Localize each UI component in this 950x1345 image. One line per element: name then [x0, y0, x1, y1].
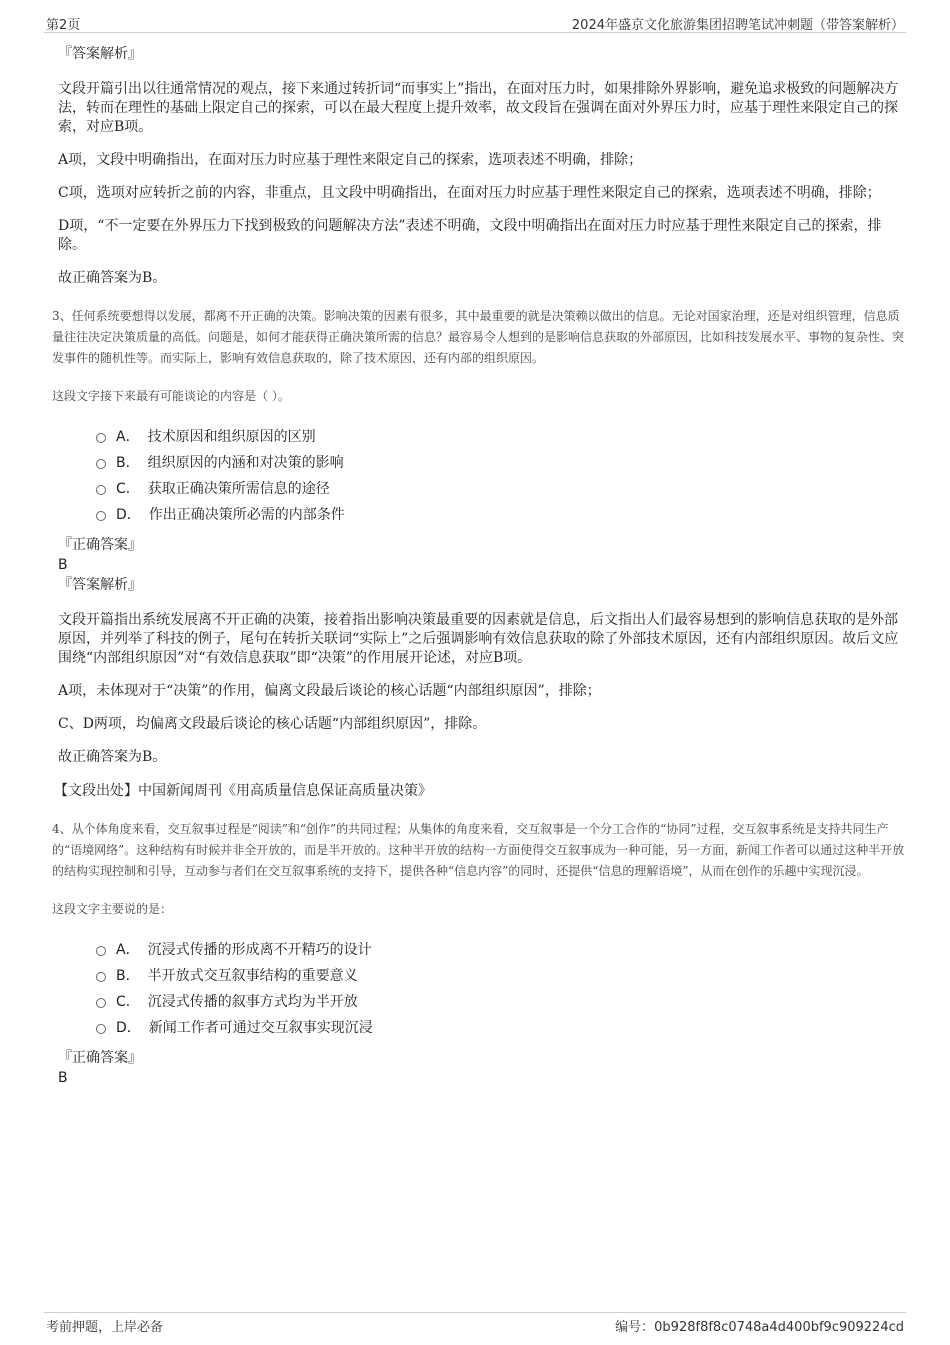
question-3-options: [96, 423, 906, 527]
option-a[interactable]: A． 沉浸式传播的形成离不开精巧的设计: [96, 936, 906, 962]
radio-icon[interactable]: [96, 485, 106, 495]
question-4-text: 4、从个体角度来看，交互叙事过程是“阅读”和“创作”的共同过程；从集体的角度来看，交互叙事是一个分工合作的“协同”过程，交互叙事系统是支持共同生产的“语境网络”。这种结构有时候并非全开放的，而是半开放的。这种半开放的结构一方面使得交互叙事成为一种可能，另一方面，新闻工作者可以通过这种半开放的结构实现控制和引导，互动参与者们在交互叙事系统的支持下，提供各种“信息内容”的同时，还提供“信息的理解语境”，从而在创作的乐趣中实现沉浸。: [52, 822, 905, 878]
radio-icon[interactable]: [96, 1024, 106, 1034]
option-a[interactable]: A． 技术原因和组织原因的区别: [96, 423, 906, 449]
radio-icon[interactable]: [96, 511, 106, 521]
option-b[interactable]: B． 组织原因的内涵和对决策的影响: [96, 449, 906, 475]
analysis-paragraph: 文段开篇引出以往通常情况的观点，接下来通过转折词“而事实上”指出，在面对压力时，如果排除外界影响，避免追求极致的问题解决方法，转而在理性的基础上限定自己的探索，可以在最大程度上提升效率，故文段旨在强调在面对外界压力时，应基于理性来限定自己的探索，对应B项。: [58, 81, 899, 135]
answer-statement: 故正确答案为B。: [58, 270, 167, 286]
correct-answer-label: 『正确答案』: [58, 537, 142, 553]
option-d[interactable]: D． 作出正确决策所必需的内部条件: [96, 501, 906, 527]
analysis-paragraph: C项，选项对应转折之前的内容，非重点，且文段中明确指出，在面对压力时应基于理性来限定自己的探索，选项表述不明确，排除；: [58, 185, 881, 201]
document-title: 2024年盛京文化旅游集团招聘笔试冲刺题（带答案解析）: [571, 18, 904, 33]
option-c[interactable]: C． 获取正确决策所需信息的途径: [96, 475, 906, 501]
radio-icon[interactable]: [96, 459, 106, 469]
page-number: 第2页: [46, 18, 81, 33]
passage-source: 【文段出处】中国新闻周刊《用高质量信息保证高质量决策》: [54, 783, 432, 799]
radio-icon[interactable]: [96, 998, 106, 1008]
footer-slogan: 考前押题，上岸必备: [46, 1320, 164, 1335]
analysis-label: 『答案解析』: [58, 46, 142, 62]
analysis-paragraph: A项，未体现对于“决策”的作用，偏离文段最后谈论的核心话题“内部组织原因”，排除；: [58, 683, 601, 699]
page-header: [44, 12, 906, 33]
question-3-text: 3、任何系统要想得以发展，都离不开正确的决策。影响决策的因素有很多，其中最重要的就是决策赖以做出的信息。无论对国家治理，还是对组织管理，信息质量往往决定决策质量的高低。问题是，如何才能获得正确决策所需的信息？最容易令人想到的是影响信息获取的外部原因，比如科技发展水平、事物的复杂性、突发事件的随机性等。而实际上，影响有效信息获取的，除了技术原因，还有内部的组织原因。: [52, 309, 905, 365]
document-code: 编号：0b928f8f8c0748a4d400bf9c909224cd: [615, 1320, 904, 1335]
radio-icon[interactable]: [96, 946, 106, 956]
option-d[interactable]: D． 新闻工作者可通过交互叙事实现沉浸: [96, 1014, 906, 1040]
radio-icon[interactable]: [96, 433, 106, 443]
analysis-paragraph: D项，“不一定要在外界压力下找到极致的问题解决方法”表述不明确，文段中明确指出在面对压力时应基于理性来限定自己的探索，排除。: [58, 218, 882, 253]
analysis-paragraph: 文段开篇指出系统发展离不开正确的决策，接着指出影响决策最重要的因素就是信息，后文指出人们最容易想到的影响信息获取的是外部原因，并列举了科技的例子，尾句在转折关联词“实际上”之后强调影响有效信息获取的除了外部技术原因，还有内部组织原因。故后文应围绕“内部组织原因”对“有效信息获取”即“决策”的作用展开论述，对应B项。: [58, 612, 899, 666]
question-4-prompt: 这段文字主要说的是：: [52, 902, 173, 916]
correct-answer-label: 『正确答案』: [58, 1050, 142, 1066]
question-4-options: [96, 936, 906, 1040]
answer-statement: 故正确答案为B。: [58, 749, 167, 765]
option-c[interactable]: C． 沉浸式传播的叙事方式均为半开放: [96, 988, 906, 1014]
analysis-paragraph: C、D两项，均偏离文段最后谈论的核心话题“内部组织原因”，排除。: [58, 716, 487, 732]
page-content: [44, 42, 906, 1088]
question-3-prompt: 这段文字接下来最有可能谈论的内容是（ ）。: [52, 389, 290, 403]
correct-answer: B: [58, 557, 68, 573]
radio-icon[interactable]: [96, 972, 106, 982]
analysis-label: 『答案解析』: [58, 577, 142, 593]
page-footer: [44, 1312, 906, 1337]
analysis-paragraph: A项，文段中明确指出，在面对压力时应基于理性来限定自己的探索，选项表述不明确，排除；: [58, 152, 643, 168]
option-b[interactable]: B． 半开放式交互叙事结构的重要意义: [96, 962, 906, 988]
correct-answer: B: [58, 1070, 68, 1086]
